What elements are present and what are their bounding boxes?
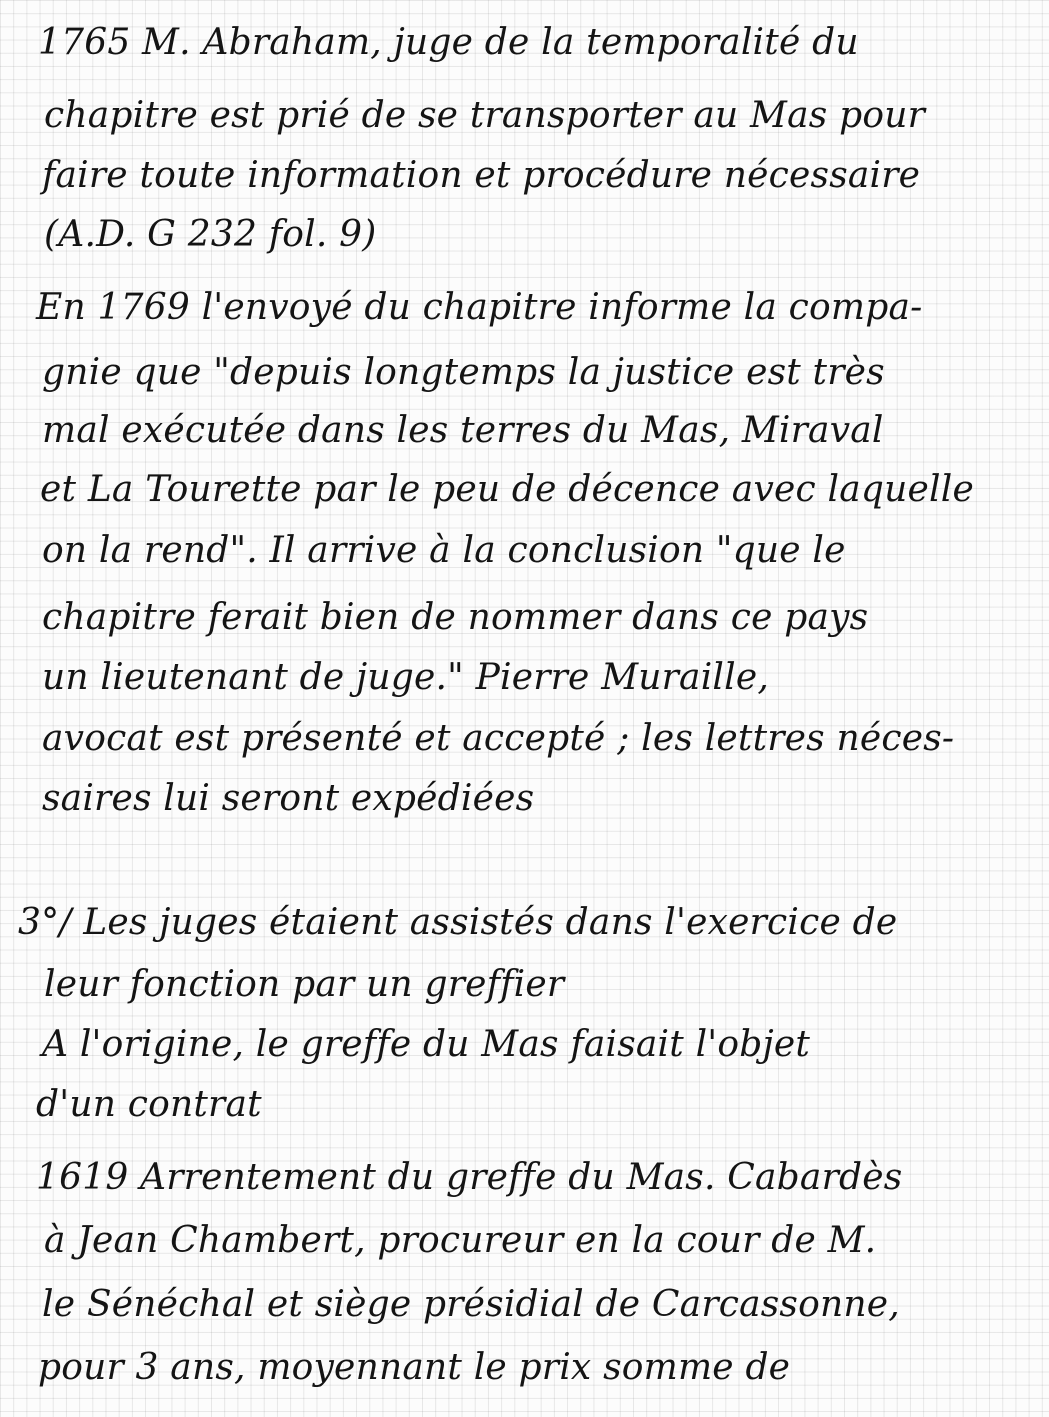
text-line: chapitre est prié de se transporter au Mas pour (44, 95, 926, 136)
text-line: saires lui seront expédiées (42, 778, 535, 819)
text-line: gnie que "depuis longtemps la justice est très (42, 352, 885, 393)
text-line: leur fonction par un greffier (44, 964, 565, 1005)
text-line: (A.D. G 232 fol. 9) (44, 214, 377, 255)
text-line: En 1769 l'envoyé du chapitre informe la compa- (36, 287, 923, 328)
text-line: chapitre ferait bien de nommer dans ce pays (42, 597, 869, 638)
text-line: d'un contrat (36, 1084, 262, 1125)
text-line: le Sénéchal et siège présidial de Carcassonne, (42, 1284, 900, 1325)
text-line: à Jean Chambert, procureur en la cour de M. (44, 1220, 877, 1261)
text-line: 1765 M. Abraham, juge de la temporalité du (38, 22, 859, 63)
text-line: faire toute information et procédure nécessaire (42, 155, 921, 196)
text-line: 3°/ Les juges étaient assistés dans l'exercice de (18, 902, 898, 943)
text-line: avocat est présenté et accepté ; les lettres néces- (42, 718, 955, 759)
text-line: 1619 Arrentement du greffe du Mas. Cabardès (36, 1157, 903, 1198)
text-line: A l'origine, le greffe du Mas faisait l'objet (42, 1024, 811, 1065)
text-line: on la rend". Il arrive à la conclusion "que le (42, 530, 846, 571)
text-line: un lieutenant de juge." Pierre Muraille, (42, 657, 769, 698)
text-line: et La Tourette par le peu de décence avec laquelle (40, 469, 974, 510)
text-line: pour 3 ans, moyennant le prix somme de (38, 1347, 791, 1388)
text-line: mal exécutée dans les terres du Mas, Miraval (42, 410, 884, 451)
